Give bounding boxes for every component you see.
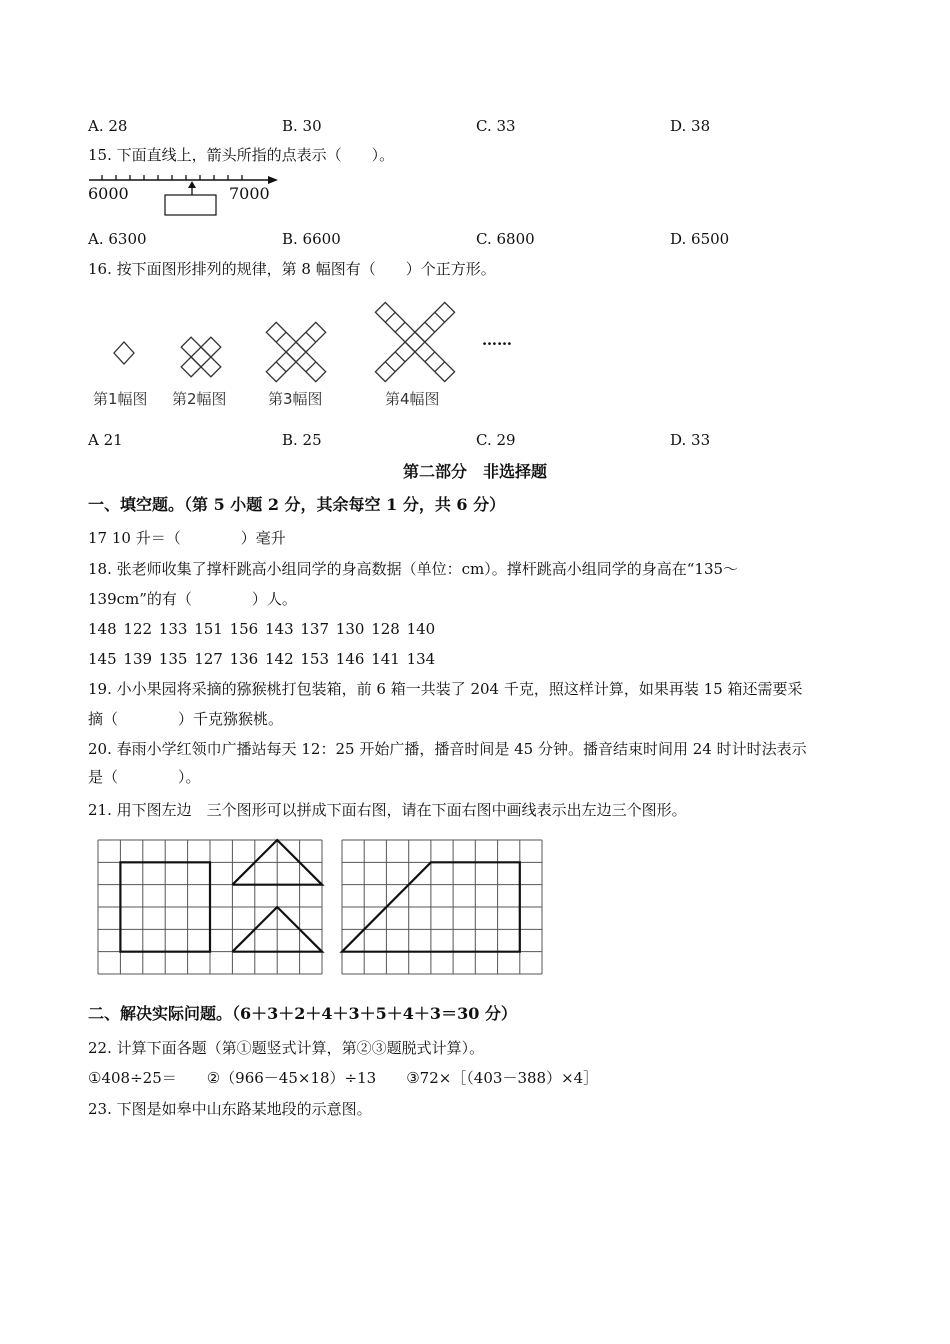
q22-stem: 22. 计算下面各题（第①题竖式计算，第②③题脱式计算）。 <box>88 1039 485 1057</box>
square-pattern-figure <box>90 290 530 400</box>
q18-line1: 18. 张老师收集了撑杆跳高小组同学的身高数据（单位：cm）。撑杆跳高小组同学的身高在“135～ <box>88 560 739 578</box>
q18-data-row2: 145 139 135 127 136 142 153 146 141 134 <box>88 650 436 668</box>
q17-text: 17 10 升＝（ ）毫升 <box>88 529 286 547</box>
q19-line2: 摘（ ）千克猕猴桃。 <box>88 710 284 728</box>
q21-right-grid <box>342 840 542 974</box>
q14-option-d: D. 38 <box>670 117 711 135</box>
pattern-caption-4: 第4幅图 <box>385 390 440 408</box>
q21-left-grid <box>98 840 322 974</box>
q14-option-c: C. 33 <box>476 117 516 135</box>
q15-option-b: B. 6600 <box>282 230 341 248</box>
pattern-caption-1: 第1幅图 <box>93 390 148 408</box>
q15-option-a: A. 6300 <box>88 230 147 248</box>
q16-stem: 16. 按下面图形排列的规律，第 8 幅图有（ ）个正方形。 <box>88 260 496 278</box>
q16-option-b: B. 25 <box>282 431 322 449</box>
q14-option-a: A. 28 <box>88 117 128 135</box>
q23-text: 23. 下图是如皋中山东路某地段的示意图。 <box>88 1100 372 1118</box>
q20-line1: 20. 春雨小学红领巾广播站每天 12：25 开始广播，播音时间是 45 分钟。播音结束时间用 24 时计时法表示 <box>88 740 807 758</box>
q18-line2: 139cm”的有（ ）人。 <box>88 590 297 608</box>
q15-option-d: D. 6500 <box>670 230 730 248</box>
number-line-label-7000: 7000 <box>229 184 270 203</box>
q21-text: 21. 用下图左边 三个图形可以拼成下面右图，请在下面右图中画线表示出左边三个图形。 <box>88 801 687 819</box>
pattern-caption-3: 第3幅图 <box>268 390 323 408</box>
q18-data-row1: 148 122 133 151 156 143 137 130 128 140 <box>88 620 436 638</box>
q16-option-c: C. 29 <box>476 431 516 449</box>
section2-title: 二、解决实际问题。（6＋3＋2＋4＋3＋5＋4＋3＝30 分） <box>88 1004 517 1023</box>
section1-title: 一、填空题。（第 5 小题 2 分，其余每空 1 分，共 6 分） <box>88 495 506 514</box>
q22-items: ①408÷25＝ ②（966－45×18）÷13 ③72×［（403－388）×4］ <box>88 1069 599 1087</box>
q14-option-b: B. 30 <box>282 117 322 135</box>
q19-line1: 19. 小小果园将采摘的猕猴桃打包装箱，前 6 箱一共装了 204 千克，照这样计算，如果再装 15 箱还需要采 <box>88 680 803 698</box>
q16-option-d: D. 33 <box>670 431 711 449</box>
pattern-caption-2: 第2幅图 <box>172 390 227 408</box>
number-line-label-6000: 6000 <box>88 184 129 203</box>
pattern-ellipsis: …… <box>482 331 512 349</box>
q16-option-a: A 21 <box>88 431 123 449</box>
part2-title: 第二部分 非选择题 <box>402 462 547 481</box>
q15-option-c: C. 6800 <box>476 230 535 248</box>
q15-stem: 15. 下面直线上，箭头所指的点表示（ ）。 <box>88 146 395 164</box>
q20-line2: 是（ ）。 <box>88 768 201 786</box>
